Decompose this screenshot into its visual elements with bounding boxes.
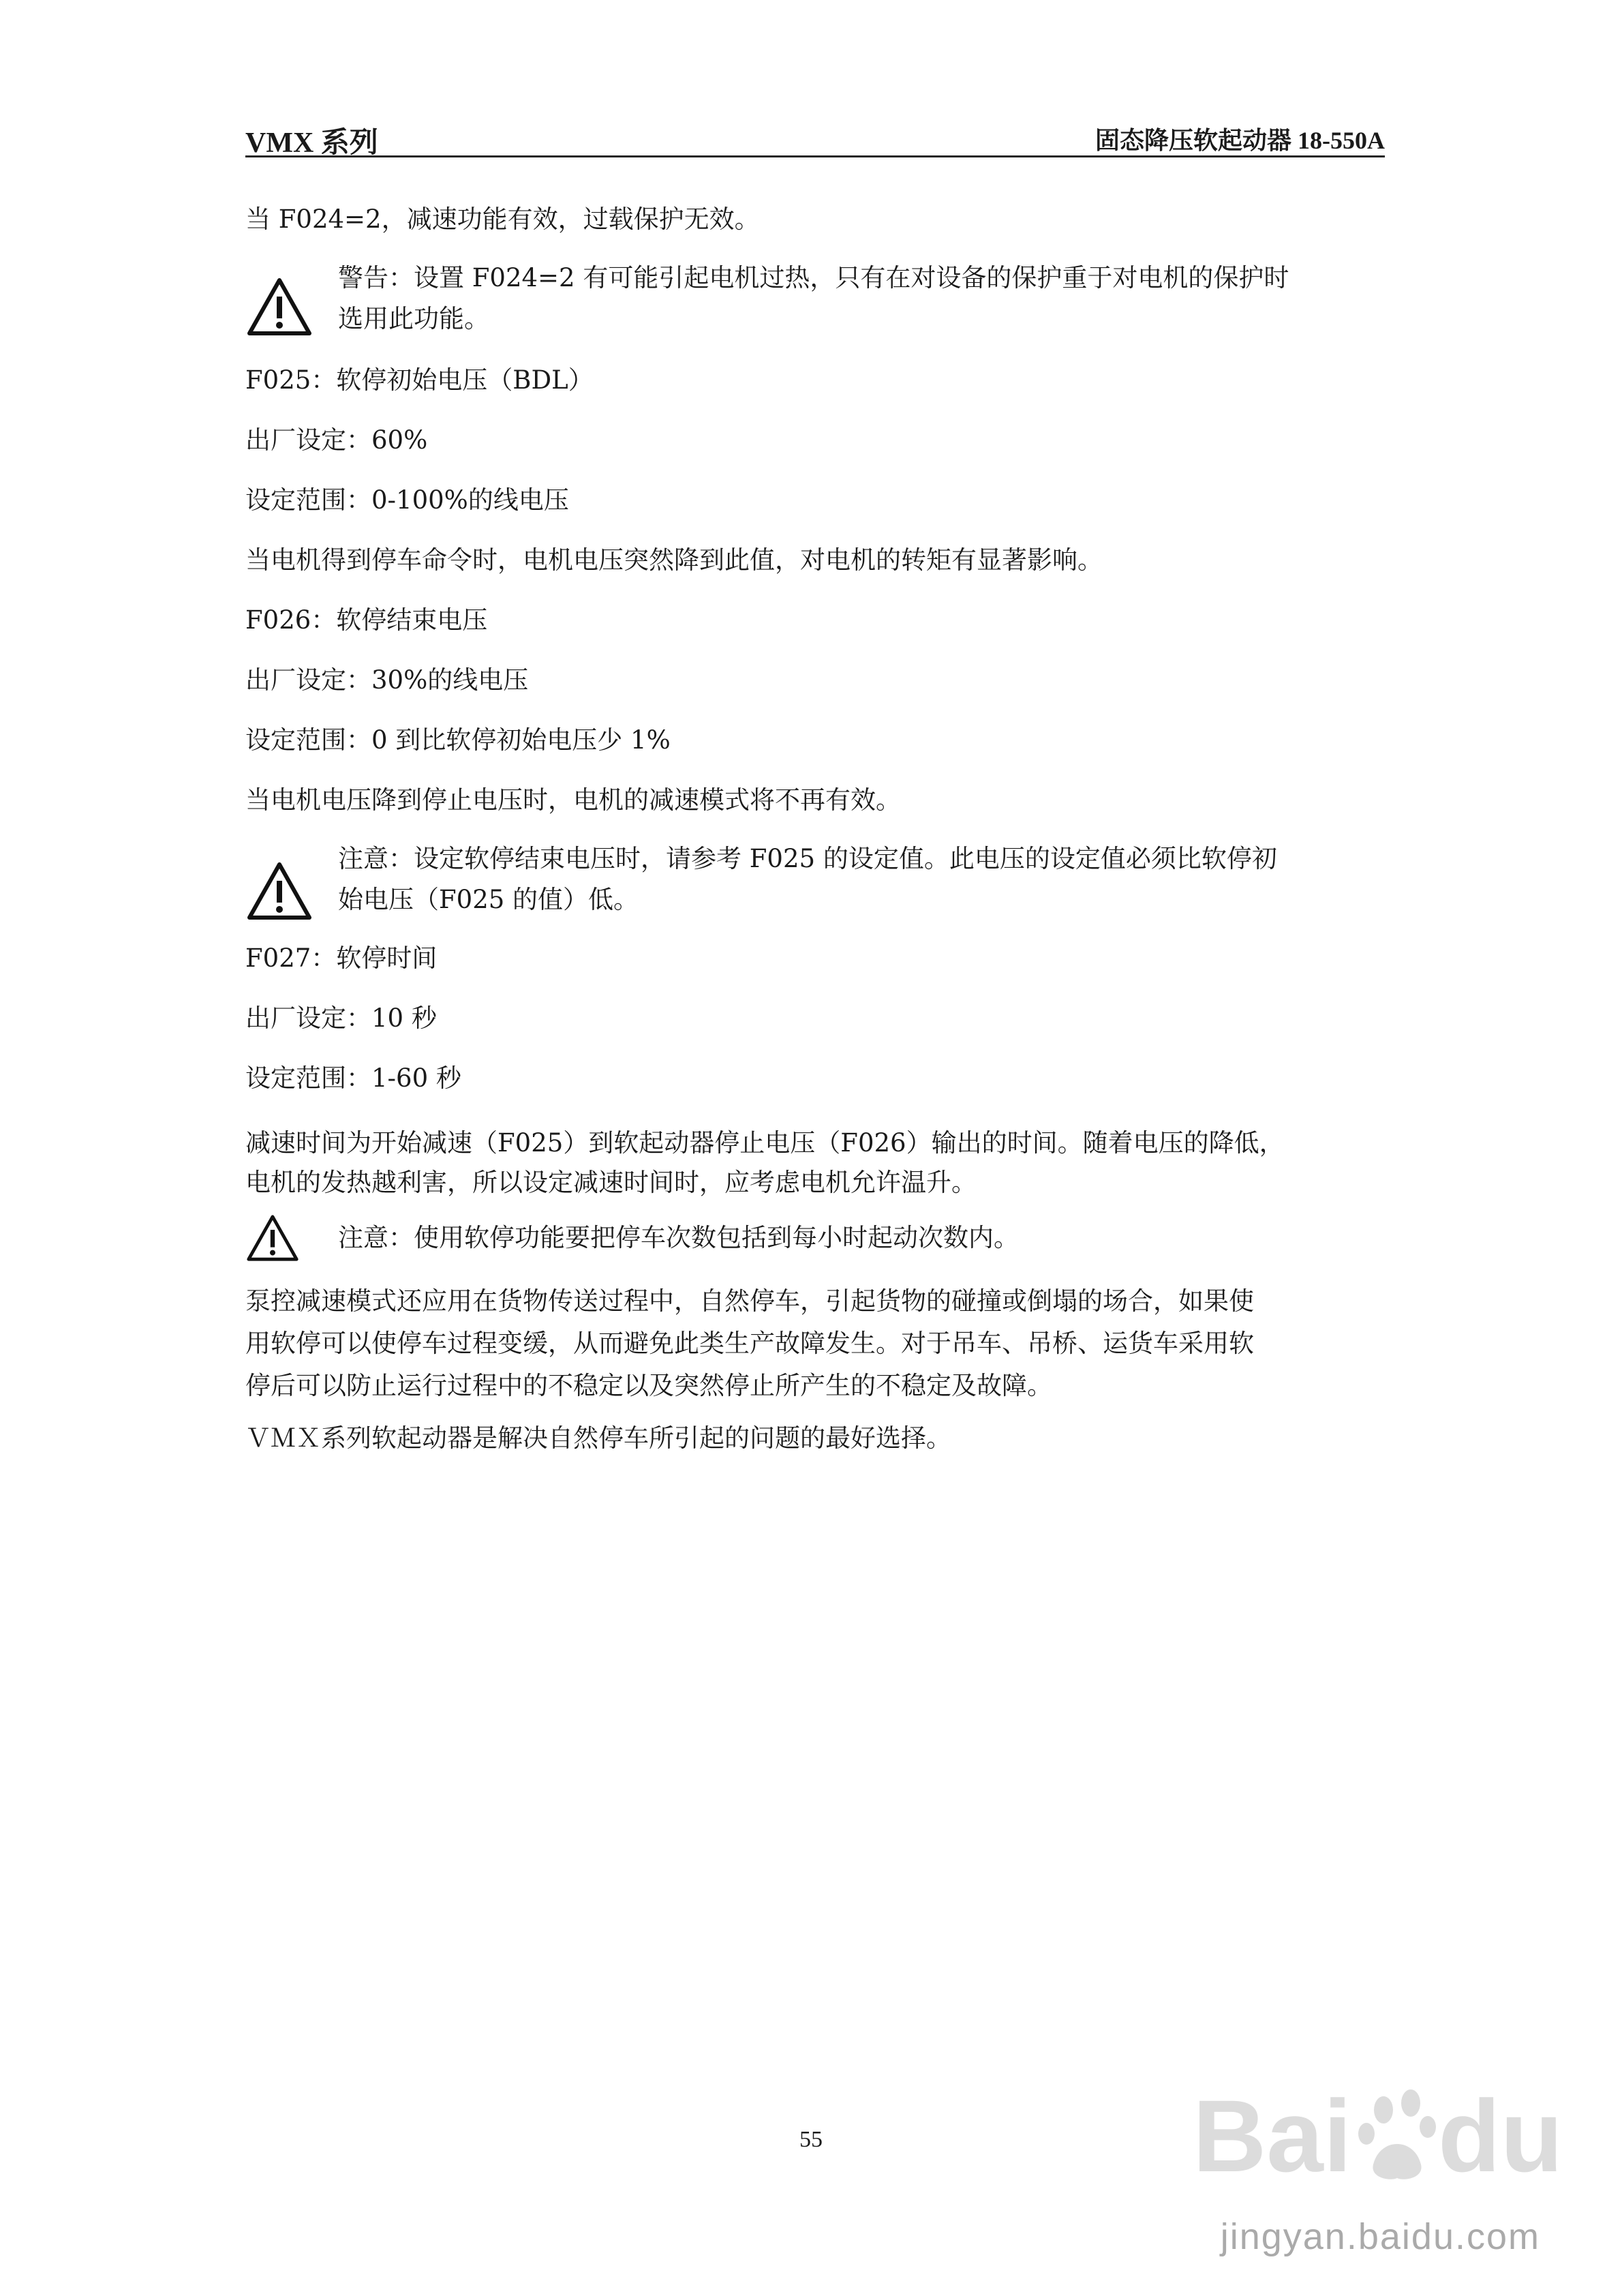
watermark-url: jingyan.baidu.com <box>1220 2216 1540 2257</box>
header-product: 固态降压软起动器 18-550A <box>1095 127 1385 154</box>
pump-control-paragraph <box>245 1280 1390 1407</box>
warning-icon <box>245 276 313 337</box>
svg-text:du: du <box>1438 2079 1563 2193</box>
conclusion-line: ＶＭＸ系列软起动器是解决自然停车所引起的问题的最好选择。 <box>245 1423 951 1453</box>
warning-icon <box>245 860 313 922</box>
page-header <box>245 115 1385 157</box>
svg-text:Bai: Bai <box>1193 2079 1352 2193</box>
f025-desc: 当电机得到停车命令时，电机电压突然降到此值，对电机的转矩有显著影响。 <box>245 545 1103 575</box>
warning-line: 警告：设置 F024=2 有可能引起电机过热，只有在对设备的保护重于对电机的保护时 <box>338 263 1289 292</box>
f027-default: 出厂设定：10 秒 <box>245 1003 437 1033</box>
f026-title: F026：软停结束电压 <box>245 605 488 635</box>
page-number: 55 <box>799 2127 823 2152</box>
paragraph-line: 泵控减速模式还应用在货物传送过程中，自然停车，引起货物的碰撞或倒塌的场合，如果使 <box>245 1286 1254 1316</box>
note2-text: 注意：使用软停功能要把停车次数包括到每小时起动次数内。 <box>338 1223 1019 1252</box>
warning-line: 选用此功能。 <box>338 304 489 333</box>
f026-range: 设定范围：0 到比软停初始电压少 1% <box>245 725 671 755</box>
f024-note: 当 F024=2，减速功能有效，过载保护无效。 <box>245 205 760 234</box>
f025-title: F025：软停初始电压（BDL） <box>245 365 594 395</box>
warning-text <box>338 258 1394 339</box>
f025-range: 设定范围：0-100%的线电压 <box>245 485 569 515</box>
f026-desc: 当电机电压降到停止电压时，电机的减速模式将不再有效。 <box>245 785 901 815</box>
f027-desc <box>245 1123 1390 1203</box>
warning-icon <box>245 1213 300 1263</box>
paragraph-line: 用软停可以使停车过程变缓，从而避免此类生产故障发生。对于吊车、吊桥、运货车采用软 <box>245 1329 1254 1358</box>
paragraph-line: 停后可以防止运行过程中的不稳定以及突然停止所产生的不稳定及故障。 <box>245 1371 1052 1400</box>
note-line: 始电压（F025 的值）低。 <box>338 885 639 914</box>
f026-default: 出厂设定：30%的线电压 <box>245 665 529 695</box>
f025-default: 出厂设定：60% <box>245 425 428 455</box>
f027-range: 设定范围：1-60 秒 <box>245 1063 461 1093</box>
note-text <box>338 839 1394 920</box>
f027-desc-line: 电机的发热越利害，所以设定减速时间时，应考虑电机允许温升。 <box>245 1168 977 1197</box>
f027-title: F027：软停时间 <box>245 943 438 973</box>
header-series: VMX 系列 <box>245 127 378 159</box>
note-line: 注意：设定软停结束电压时，请参考 F025 的设定值。此电压的设定值必须比软停初 <box>338 844 1277 873</box>
f027-desc-line: 减速时间为开始减速（F025）到软起动器停止电压（F026）输出的时间。随着电压的降低， <box>245 1128 1285 1158</box>
